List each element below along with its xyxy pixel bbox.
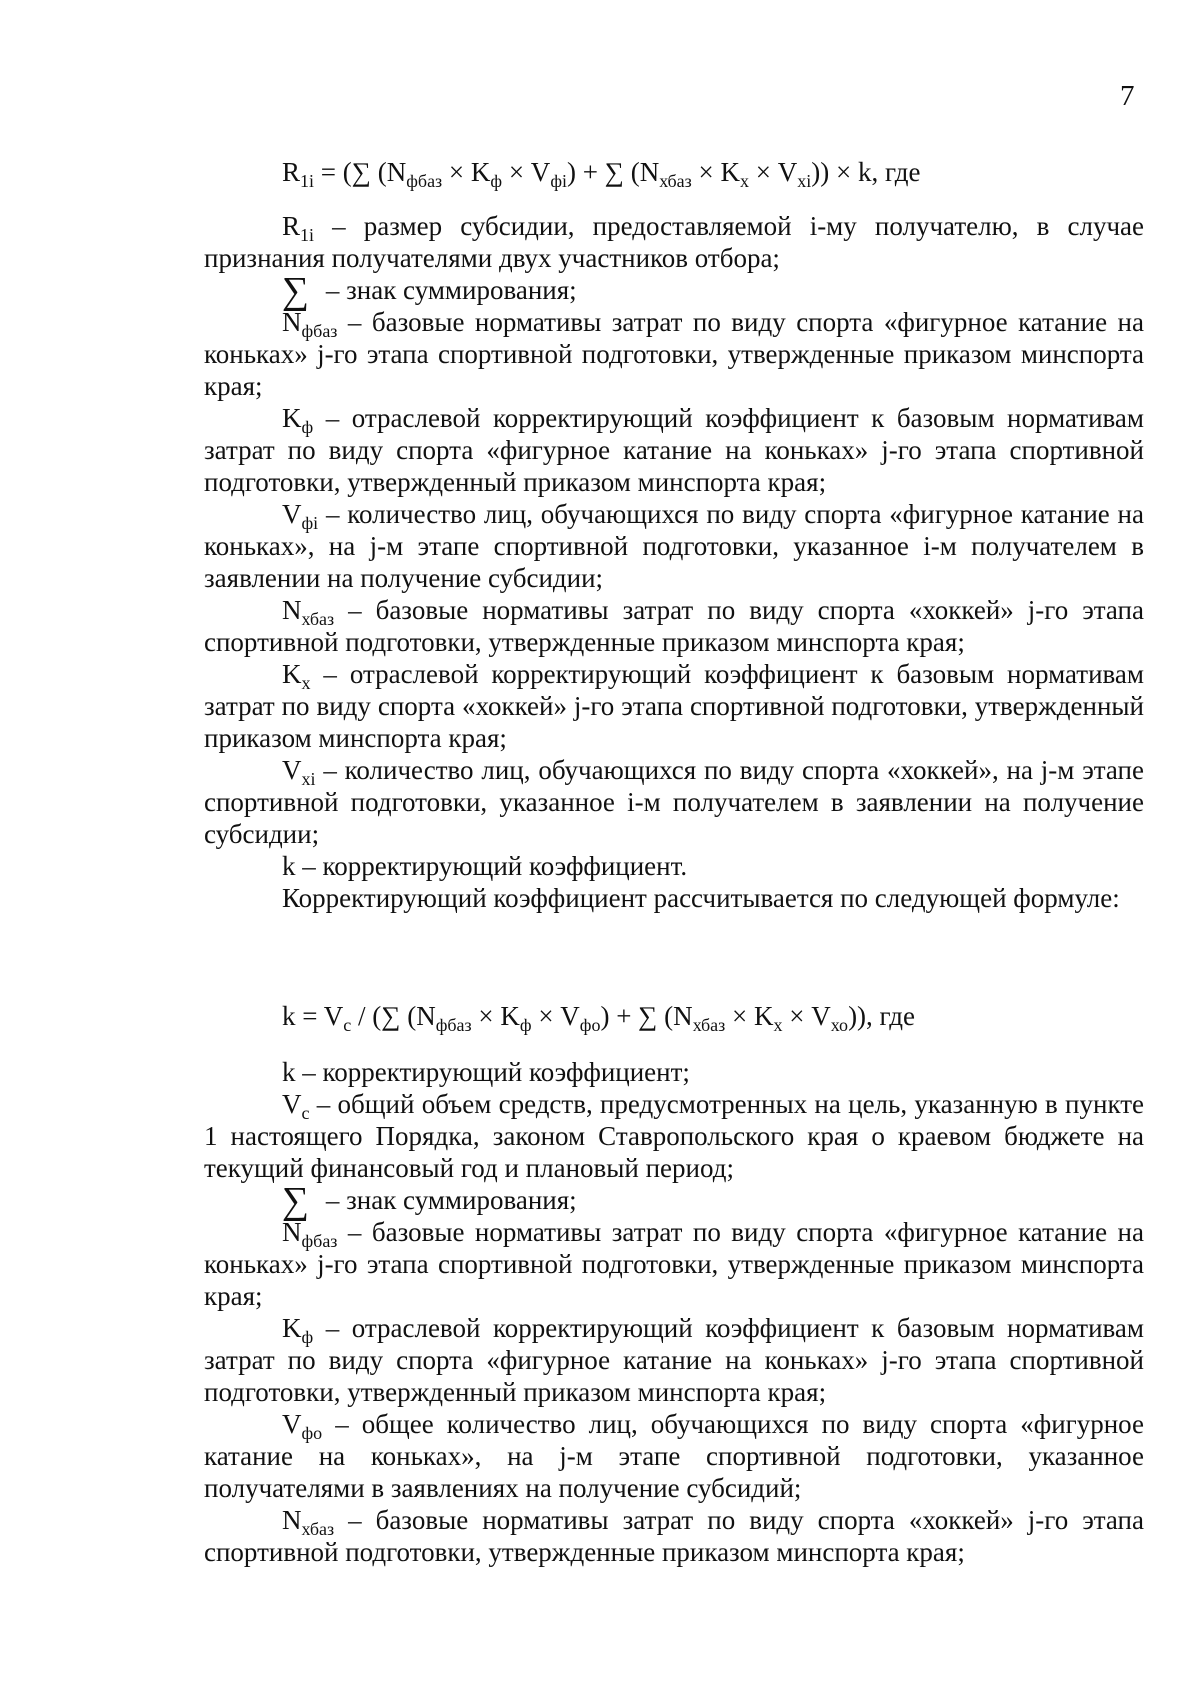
page-number: 7: [1120, 80, 1135, 112]
definition-k-f-2: $K_ф$ – отраслевой корректирующий коэффициент к базовым нормативам затрат по виду спорта «фигурное катание на коньках» j-го этапа спортивной подготовки, утвержденный приказом минспорта края;: [204, 1313, 1144, 1407]
definition-r1i: $R_{1i}$ – размер субсидии, предоставляемой i-му получателю, в случае признания получателями двух участников отбора;: [204, 211, 1144, 273]
subsidy-formula: $R_{1i}$ = (∑ $(N_{фбаз} \times K_ф \times V_{фi})$ + ∑ $(N_{хбаз} \times K_х \times V_{хi})) \times k$, где: [282, 157, 921, 191]
coefficient-formula: $k = V_с$ / (∑ $(N_{фбаз} \times K_ф \times V_{фо})$ + ∑ $(N_{хбаз} \times K_х \times V_{хо})$), где: [282, 1001, 915, 1035]
definition-sigma: ∑ – знак суммирования;: [282, 270, 577, 312]
definition-n-x-base-2: $N_{хбаз}$ – базовые нормативы затрат по виду спорта «хоккей» j-го этапа спортивной подготовки, утвержденные приказом минспорта края;: [204, 1505, 1144, 1567]
definition-v-fi: $V_{фi}$ – количество лиц, обучающихся по виду спорта «фигурное катание на коньках», на j-м этапе спортивной подготовки, указанное i-м получателем в заявлении на получение субсидии;: [204, 499, 1144, 593]
definition-k-2: k – корректирующий коэффициент;: [282, 1057, 690, 1087]
coefficient-intro: Корректирующий коэффициент рассчитывается по следующей формуле:: [282, 883, 1120, 913]
definition-v-fo: $V_{фо}$ – общее количество лиц, обучающихся по виду спорта «фигурное катание на коньках», на j-м этапе спортивной подготовки, указанное получателями в заявлениях на получение субсидий;: [204, 1409, 1144, 1503]
definition-k-f: $K_ф$ – отраслевой корректирующий коэффициент к базовым нормативам затрат по виду спорта «фигурное катание на коньках» j-го этапа спортивной подготовки, утвержденный приказом минспорта края;: [204, 403, 1144, 497]
definition-v-xi: $V_{хi}$ – количество лиц, обучающихся по виду спорта «хоккей», на j-м этапе спортивной подготовки, указанное i-м получателем в заявлении на получение субсидии;: [204, 755, 1144, 849]
definition-n-x-base: $N_{хбаз}$ – базовые нормативы затрат по виду спорта «хоккей» j-го этапа спортивной подготовки, утвержденные приказом минспорта края;: [204, 595, 1144, 657]
definition-sigma-2: ∑ – знак суммирования;: [282, 1180, 577, 1222]
definition-k-x: $K_х$ – отраслевой корректирующий коэффициент к базовым нормативам затрат по виду спорта «хоккей» j-го этапа спортивной подготовки, утвержденный приказом минспорта края;: [204, 659, 1144, 753]
definition-n-f-base-2: $N_{фбаз}$ – базовые нормативы затрат по виду спорта «фигурное катание на коньках» j-го этапа спортивной подготовки, утвержденные приказом минспорта края;: [204, 1217, 1144, 1311]
definition-k: k – корректирующий коэффициент.: [282, 851, 688, 881]
definition-n-f-base: $N_{фбаз}$ – базовые нормативы затрат по виду спорта «фигурное катание на коньках» j-го этапа спортивной подготовки, утвержденные приказом минспорта края;: [204, 307, 1144, 401]
sigma-symbol: ∑: [282, 270, 310, 312]
definitions-block-2: [204, 1056, 1144, 1568]
definition-v-c: $V_с$ – общий объем средств, предусмотренных на цель, указанную в пункте 1 настоящего Порядка, законом Ставропольского края о краевом бюджете на текущий финансовый год и плановый период;: [204, 1089, 1144, 1183]
definitions-block-1: [204, 210, 1144, 914]
sigma-symbol-2: ∑: [282, 1180, 310, 1222]
